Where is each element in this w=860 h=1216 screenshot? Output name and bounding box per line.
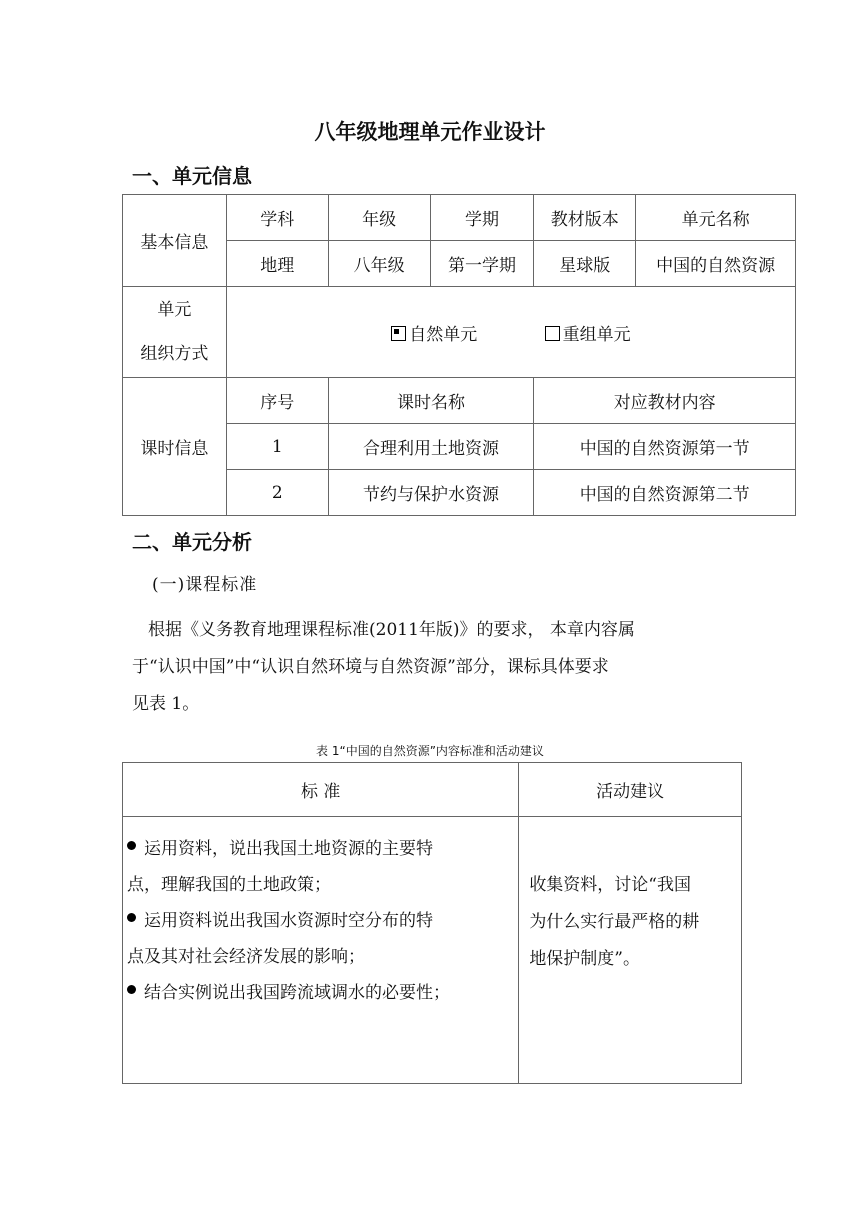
list-item: 运用资料，说出我国土地资源的主要特	[127, 831, 508, 867]
lesson-info-label: 课时信息	[123, 378, 227, 516]
list-item: 结合实例说出我国跨流域调水的必要性；	[127, 975, 508, 1011]
header-grade: 年级	[328, 195, 430, 241]
basic-info-label: 基本信息	[123, 195, 227, 287]
section-heading-unit-info: 一、单元信息	[132, 164, 252, 188]
org-method-label	[123, 287, 227, 378]
section-heading-unit-analysis: 二、单元分析	[132, 530, 252, 554]
header-subject: 学科	[226, 195, 328, 241]
list-item: 运用资料说出我国水资源时空分布的特	[127, 903, 508, 939]
natural-unit-label: 自然单元	[409, 324, 478, 345]
paragraph-line-2: 于“认识中国”中“认识自然环境与自然资源”部分，课标具体要求	[132, 657, 609, 677]
lesson-1-name: 合理利用土地资源	[328, 424, 534, 470]
unchecked-box-icon[interactable]	[545, 326, 560, 341]
bullet-icon	[127, 913, 136, 922]
standards-table	[122, 762, 742, 1084]
recombined-unit-label: 重组单元	[562, 324, 631, 345]
lesson-1-content: 中国的自然资源第一节	[534, 424, 796, 470]
activity-suggestion	[519, 817, 742, 1084]
lesson-2-number: 2	[226, 470, 328, 516]
value-textbook-version: 星球版	[534, 241, 636, 287]
list-item-continuation: 点及其对社会经济发展的影响；	[127, 947, 365, 967]
list-item-continuation: 点，理解我国的土地政策；	[127, 875, 331, 895]
paragraph-line-1: 根据《义务教育地理课程标准(2011年版)》的要求， 本章内容属	[148, 620, 635, 640]
value-unit-name: 中国的自然资源	[636, 241, 796, 287]
bullet-icon	[127, 841, 136, 850]
lesson-2-content: 中国的自然资源第二节	[534, 470, 796, 516]
natural-unit-option[interactable]	[391, 325, 482, 345]
header-standard: 标 准	[123, 763, 519, 817]
table-caption: 表 1“中国的自然资源”内容标准和活动建议	[316, 744, 544, 758]
value-subject: 地理	[226, 241, 328, 287]
bullet-icon	[127, 985, 136, 994]
header-textbook-version: 教材版本	[534, 195, 636, 241]
header-semester: 学期	[430, 195, 534, 241]
org-method-label-line2: 组织方式	[140, 344, 209, 364]
org-method-options	[226, 287, 795, 378]
header-lesson-number: 序号	[226, 378, 328, 424]
standards-list	[123, 817, 519, 1084]
header-activity: 活动建议	[519, 763, 742, 817]
org-method-label-line1: 单元	[157, 300, 192, 320]
activity-line-2: 为什么实行最严格的耕	[529, 912, 700, 932]
paragraph-line-3: 见表 1。	[132, 694, 200, 714]
activity-line-1: 收集资料，讨论“我国	[529, 875, 692, 895]
header-lesson-name: 课时名称	[328, 378, 534, 424]
unit-info-table	[122, 194, 796, 516]
subsection-heading: (一)课程标准	[152, 575, 258, 595]
value-grade: 八年级	[328, 241, 430, 287]
header-textbook-content: 对应教材内容	[534, 378, 796, 424]
page-title: 八年级地理单元作业设计	[314, 120, 546, 144]
standards-paragraph	[132, 612, 742, 723]
value-semester: 第一学期	[430, 241, 534, 287]
lesson-1-number: 1	[226, 424, 328, 470]
recombined-unit-option[interactable]	[545, 325, 631, 345]
lesson-2-name: 节约与保护水资源	[328, 470, 534, 516]
checked-box-icon[interactable]	[391, 326, 406, 341]
activity-line-3: 地保护制度”。	[529, 949, 641, 969]
header-unit-name: 单元名称	[636, 195, 796, 241]
